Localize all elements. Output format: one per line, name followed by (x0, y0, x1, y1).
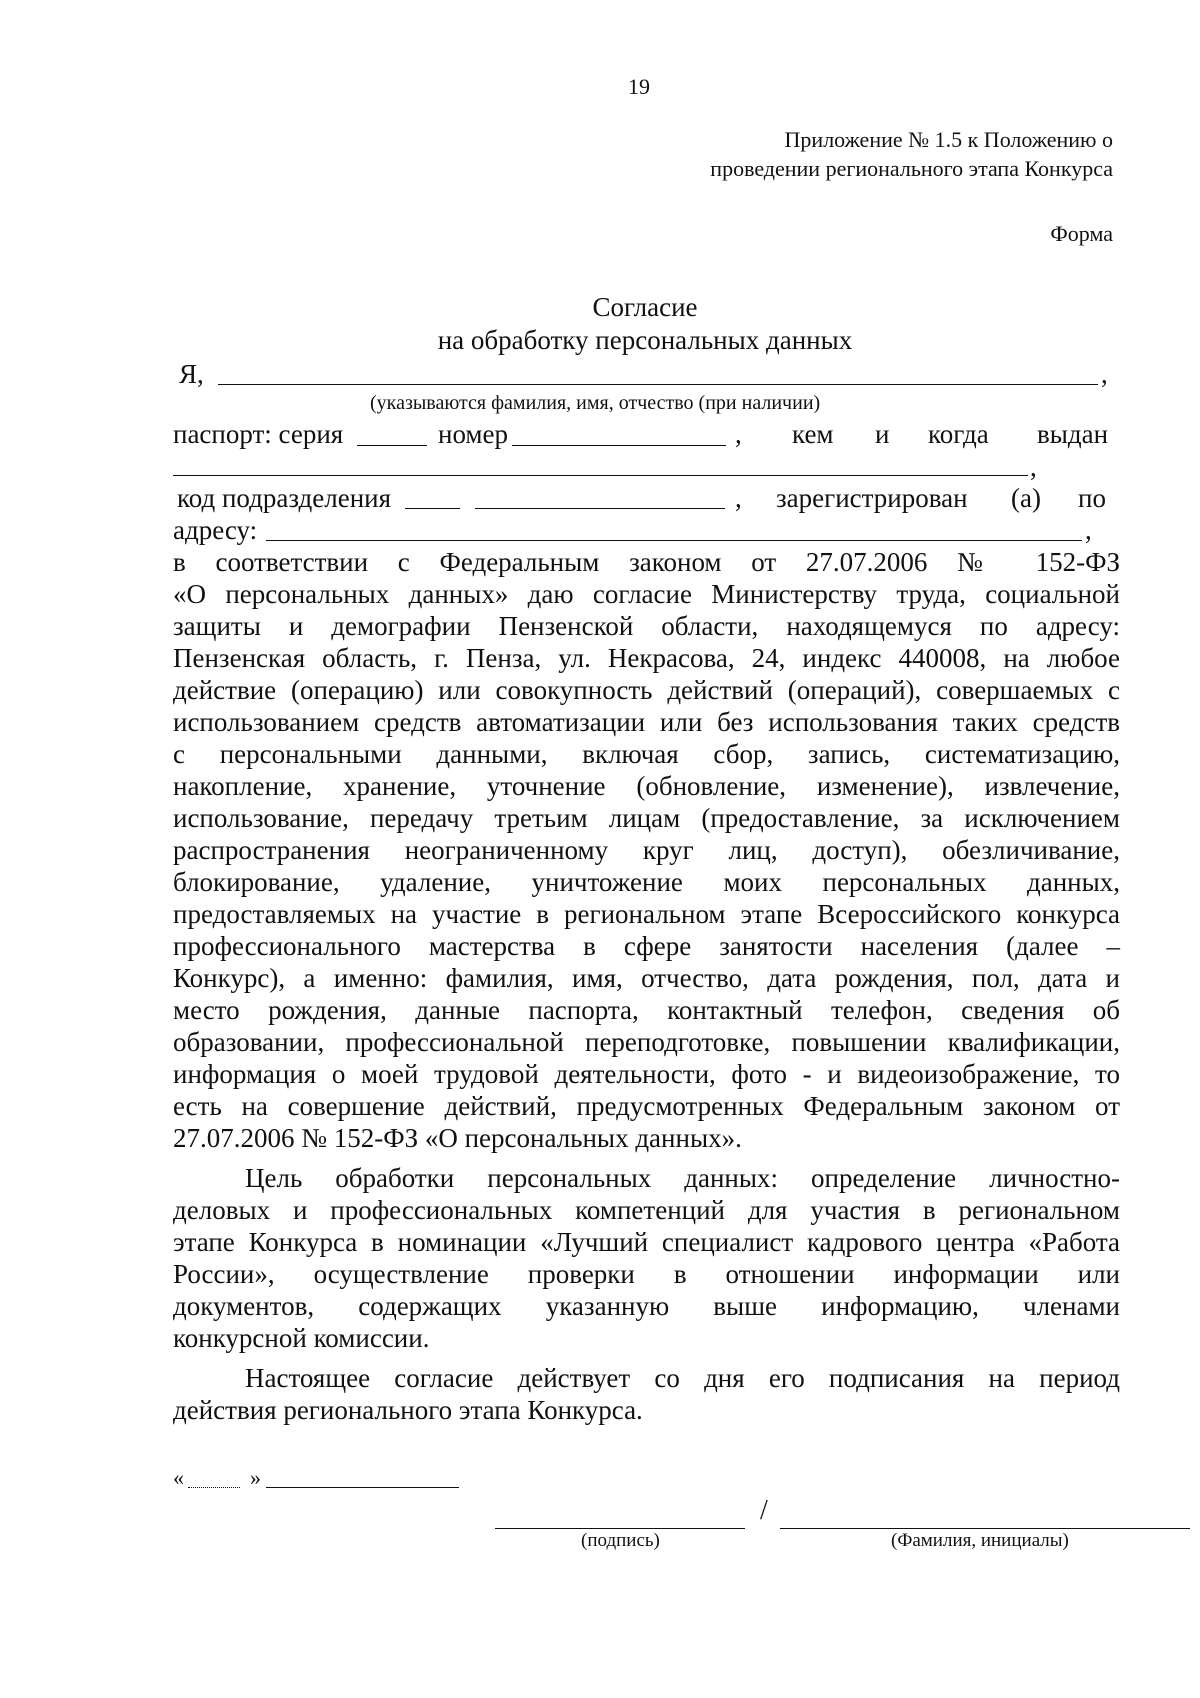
paragraph-line: этапе Конкурса в номинации «Лучший специалист кадрового центра «Работа (173, 1227, 1120, 1257)
registered-word: зарегистрирован (776, 483, 968, 513)
issued-by-field-comma: , (1030, 452, 1037, 482)
paragraph-line: действие (операцию) или совокупность действий (операций), совершаемых с (173, 675, 1120, 705)
appendix-line-2: проведении регионального этапа Конкурса (710, 156, 1113, 181)
paragraph-line: профессионального мастерства в сфере занятости населения (далее – (173, 931, 1120, 961)
paragraph-line: деловых и профессиональных компетенций для участия в региональном (173, 1195, 1120, 1225)
passport-series-label: паспорт: серия (173, 419, 344, 449)
registered-po: по (1078, 483, 1106, 513)
issued-by-word-kem: кем (792, 419, 834, 449)
page-number: 19 (628, 74, 650, 99)
registered-comma: , (735, 483, 742, 513)
division-code-label: код подразделения (177, 483, 392, 513)
paragraph-line: использованием средств автоматизации или без использования таких средств (173, 707, 1120, 737)
paragraph-line: использование, передачу третьим лицам (предоставление, за исключением (173, 803, 1120, 833)
paragraph-line: Настоящее согласие действует со дня его подписания на период (245, 1363, 1120, 1393)
paragraph-line: Цель обработки персональных данных: определение личностно- (245, 1163, 1120, 1193)
paragraph-line: действия регионального этапа Конкурса. (173, 1395, 643, 1425)
signature-caption: (подпись) (581, 1530, 660, 1551)
name-initials-field[interactable] (780, 1528, 1190, 1529)
division-code-field-2[interactable] (475, 508, 725, 509)
paragraph-line: документов, содержащих указанную выше информацию, членами (173, 1291, 1120, 1321)
issued-by-comma: , (735, 419, 742, 449)
address-comma: , (1085, 515, 1092, 545)
full-name-hint: (указываются фамилия, имя, отчество (при наличии) (370, 392, 821, 414)
paragraph-line: блокирование, удаление, уничтожение моих персональных данных, (173, 867, 1120, 897)
paragraph-line: образовании, профессиональной переподготовке, повышении квалификации, (173, 1027, 1120, 1057)
paragraph-line: предоставляемых на участие в региональном этапе Всероссийского конкурса (173, 899, 1120, 929)
paragraph-line: информация о моей трудовой деятельности, фото - и видеоизображение, то (173, 1059, 1120, 1089)
issued-by-field[interactable] (173, 475, 1028, 476)
i-label: Я, (179, 359, 204, 389)
paragraph-line: России», осуществление проверки в отношении информации или (173, 1259, 1120, 1289)
paragraph-line: в соответствии с Федеральным законом от 27.07.2006 № 152-ФЗ (173, 547, 1120, 577)
division-code-field-1[interactable] (405, 508, 460, 509)
signature-field[interactable] (495, 1528, 745, 1529)
registered-a: (а) (1011, 483, 1041, 513)
date-day-field[interactable] (188, 1487, 240, 1488)
paragraph-line: место рождения, данные паспорта, контактный телефон, сведения об (173, 995, 1120, 1025)
paragraph-line: Конкурс), а именно: фамилия, имя, отчество, дата рождения, пол, дата и (173, 963, 1120, 993)
full-name-field[interactable] (218, 384, 1098, 385)
date-open-quote: « (173, 1465, 184, 1490)
issued-by-word-vydan: выдан (1037, 419, 1109, 449)
paragraph-line: конкурсной комиссии. (173, 1323, 430, 1353)
document-subtitle: на обработку персональных данных (437, 325, 853, 355)
paragraph-line: «О персональных данных» даю согласие Министерству труда, социальной (173, 579, 1120, 609)
issued-by-word-kogda: когда (928, 419, 989, 449)
name-initials-caption: (Фамилия, инициалы) (891, 1530, 1069, 1551)
form-label: Форма (1050, 221, 1113, 246)
paragraph-line: есть на совершение действий, предусмотренных Федеральным законом от (173, 1091, 1120, 1121)
paragraph-line: распространения неограниченному круг лиц, доступ), обезличивание, (173, 835, 1120, 865)
passport-number-field[interactable] (512, 445, 726, 446)
document-title: Согласие (592, 292, 698, 322)
issued-by-word-i: и (875, 419, 890, 449)
paragraph-line: накопление, хранение, уточнение (обновление, изменение), извлечение, (173, 771, 1120, 801)
paragraph-line: 27.07.2006 № 152-ФЗ «О персональных данных». (173, 1123, 742, 1153)
paragraph-line: с персональными данными, включая сбор, запись, систематизацию, (173, 739, 1120, 769)
paragraph-line: Пензенская область, г. Пенза, ул. Некрасова, 24, индекс 440008, на любое (173, 643, 1120, 673)
signature-slash: / (760, 1495, 768, 1526)
passport-number-label: номер (438, 419, 509, 449)
paragraph-line: защиты и демографии Пензенской области, находящемуся по адресу: (173, 611, 1120, 641)
appendix-line-1: Приложение № 1.5 к Положению о (784, 127, 1113, 152)
passport-series-field[interactable] (357, 445, 427, 446)
address-label: адресу: (173, 515, 258, 545)
full-name-comma: , (1101, 359, 1108, 389)
address-field[interactable] (266, 540, 1082, 541)
date-close-quote: » (250, 1465, 261, 1490)
date-month-year-field[interactable] (266, 1487, 459, 1488)
